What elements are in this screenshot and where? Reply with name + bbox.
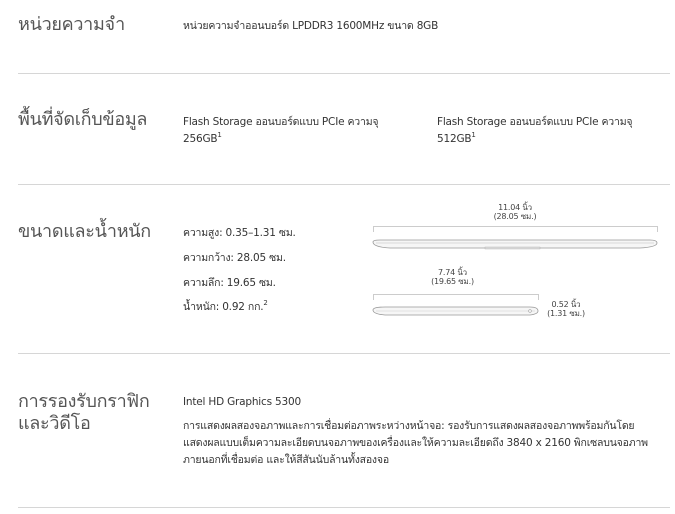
display-support-description: การแสดงผลสองจอภาพและการเชื่อมต่อภาพระหว่างหน้าจอ: รองรับการแสดงผลสองจอภาพพร้อมกันโดยแสดงผลแบบเต็มความละเอียดบนจอภาพของเครื่องและให้ความละเอียดถึง 3840 x 2160 พิกเซลบนจอภาพภายนอกที่เชื่อมต่อ และให้สีสันนับล้านทั้งสองจอ (183, 420, 648, 466)
height-spec: ความสูง: 0.35–1.31 ซม. (183, 227, 296, 239)
memory-heading: หน่วยความจำ (18, 14, 125, 35)
height-cm: (1.31 ซม.) (547, 309, 585, 318)
size-weight-heading: ขนาดและน้ำหนัก (18, 221, 151, 242)
height-inches: 0.52 นิ้ว (551, 300, 581, 309)
height-dimension-label (546, 300, 586, 318)
footnote: 1 (217, 131, 222, 139)
divider (18, 73, 670, 74)
graphics-heading-line2: และวิดีโอ (18, 413, 91, 434)
divider (18, 353, 670, 354)
weight-spec (183, 299, 268, 316)
footnote: 2 (263, 299, 268, 307)
depth-spec: ความลึก: 19.65 ซม. (183, 277, 276, 289)
gpu-name: Intel HD Graphics 5300 (183, 396, 301, 408)
divider (18, 507, 670, 508)
width-cm: (28.05 ซม.) (493, 212, 537, 221)
graphics-heading (18, 391, 149, 435)
width-dimension-label (465, 203, 565, 221)
storage-capacity: 512GB (437, 133, 472, 145)
width-inches: 11.04 นิ้ว (498, 203, 532, 212)
weight-text: น้ำหนัก: 0.92 กก. (183, 301, 264, 313)
divider (18, 184, 670, 185)
depth-cm: (19.65 ซม.) (431, 277, 474, 286)
storage-option-256 (183, 114, 413, 148)
laptop-side-view-illustration (370, 304, 542, 318)
width-bracket (373, 226, 658, 232)
depth-bracket (373, 294, 539, 300)
depth-dimension-label (405, 268, 500, 286)
storage-option-text: Flash Storage ออนบอร์ดแบบ PCIe ความจุ (183, 116, 379, 128)
storage-option-512 (437, 114, 667, 148)
laptop-front-view-illustration (370, 238, 660, 252)
storage-capacity: 256GB (183, 133, 218, 145)
storage-heading: พื้นที่จัดเก็บข้อมูล (18, 109, 148, 130)
memory-description: หน่วยความจำออนบอร์ด LPDDR3 1600MHz ขนาด 8GB (183, 20, 439, 32)
footnote: 1 (471, 131, 476, 139)
width-spec: ความกว้าง: 28.05 ซม. (183, 252, 286, 264)
storage-option-text: Flash Storage ออนบอร์ดแบบ PCIe ความจุ (437, 116, 633, 128)
depth-inches: 7.74 นิ้ว (438, 268, 467, 277)
graphics-heading-line1: การรองรับกราฟิก (18, 391, 150, 412)
